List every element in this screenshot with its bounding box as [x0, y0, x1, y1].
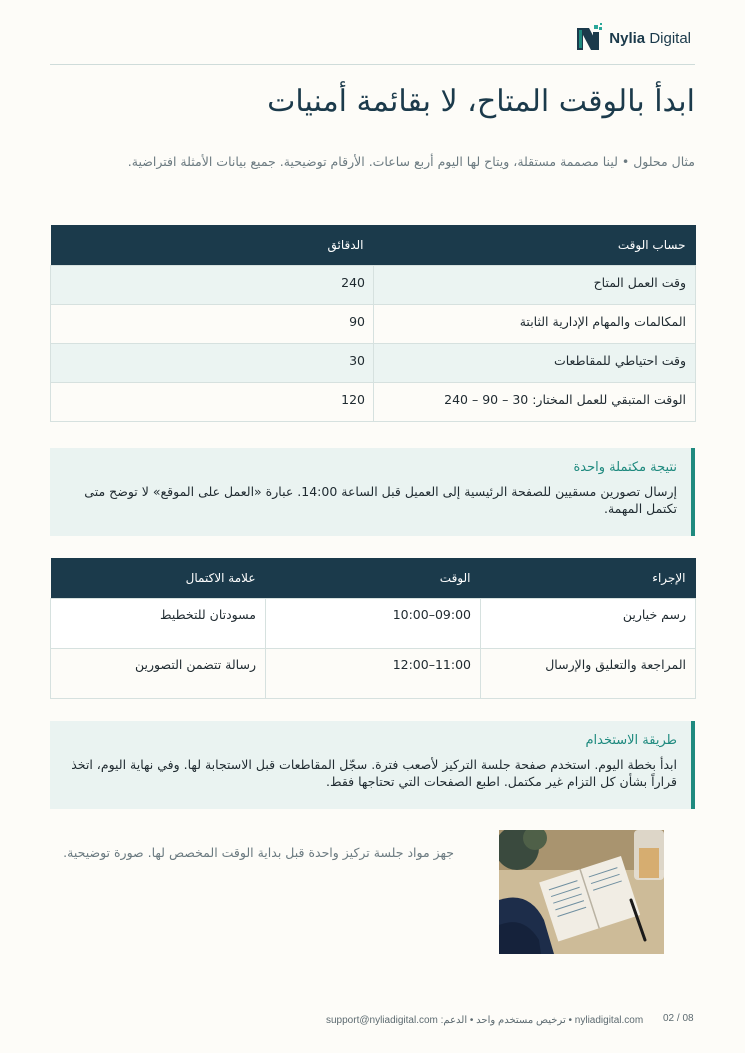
callout-title: طريقة الاستخدام: [585, 733, 677, 748]
notebook-photo: [499, 830, 664, 954]
row-value: 120: [51, 383, 374, 422]
callout-body: إرسال تصورين مسقيين للصفحة الرئيسية إلى العميل قبل الساعة 14:00. عبارة «العمل على الموقع» لا توضح متى تكتمل المهمة.: [84, 484, 677, 516]
usage-callout: [50, 721, 695, 809]
action-plan-table: [50, 558, 696, 699]
column-header-time-account: حساب الوقت: [374, 225, 696, 266]
column-header-action: الإجراء: [481, 558, 696, 599]
action-cell: رسم خيارين: [481, 599, 696, 649]
page-title: ابدأ بالوقت المتاح، لا بقائمة أمنيات: [267, 84, 695, 119]
row-value: 30: [51, 344, 374, 383]
document-page: [50, 0, 695, 1053]
row-label: الوقت المتبقي للعمل المختار: 30 – 90 – 240: [374, 383, 696, 422]
table-header-row: [51, 558, 696, 599]
action-cell: المراجعة والتعليق والإرسال: [481, 649, 696, 699]
column-header-time: الوقت: [266, 558, 481, 599]
time-cell: 09:00–10:00: [266, 599, 481, 649]
column-header-done-marker: علامة الاكتمال: [51, 558, 266, 599]
brand-logo: [575, 22, 691, 54]
table-row: [51, 599, 696, 649]
row-label: وقت العمل المتاح: [374, 266, 696, 305]
page-subtitle: مثال محلول • لينا مصممة مستقلة، ويتاح لها اليوم أربع ساعات. الأرقام توضيحية. جميع بيانات الأمثلة افتراضية.: [127, 154, 695, 169]
page-number: 02 / 08: [663, 1013, 694, 1024]
header-divider: [50, 64, 695, 65]
row-label: وقت احتياطي للمقاطعات: [374, 344, 696, 383]
time-budget-table: [50, 225, 696, 422]
table-row: [51, 305, 696, 344]
notebook-illustration: [499, 830, 664, 954]
table-row: [51, 266, 696, 305]
row-label: المكالمات والمهام الإدارية الثابتة: [374, 305, 696, 344]
time-cell: 11:00–12:00: [266, 649, 481, 699]
done-marker-cell: رسالة تتضمن التصورين: [51, 649, 266, 699]
row-value: 90: [51, 305, 374, 344]
row-value: 240: [51, 266, 374, 305]
done-marker-cell: مسودتان للتخطيط: [51, 599, 266, 649]
photo-caption: جهز مواد جلسة تركيز واحدة قبل بداية الوقت المخصص لها. صورة توضيحية.: [63, 845, 454, 860]
table-header-row: [51, 225, 696, 266]
table-row: [51, 649, 696, 699]
table-row: [51, 383, 696, 422]
n-logo-icon: [575, 23, 605, 53]
column-header-minutes: الدقائق: [51, 225, 374, 266]
footer-contact: nyliadigital.com • ترخيص مستخدم واحد • الدعم: support@nyliadigital.com: [326, 1015, 644, 1026]
table-row: [51, 344, 696, 383]
brand-wordmark: Nylia Digital: [609, 29, 691, 47]
result-callout: [50, 448, 695, 536]
callout-body: ابدأ بخطة اليوم. استخدم صفحة جلسة التركيز لأصعب فترة. سجّل المقاطعات قبل الاستجابة لها. وفي نهاية اليوم، اتخذ قراراً بشأن كل التزام غير مكتمل. اطبع الصفحات التي تحتاجها فقط.: [71, 757, 677, 789]
callout-title: نتيجة مكتملة واحدة: [573, 460, 677, 475]
